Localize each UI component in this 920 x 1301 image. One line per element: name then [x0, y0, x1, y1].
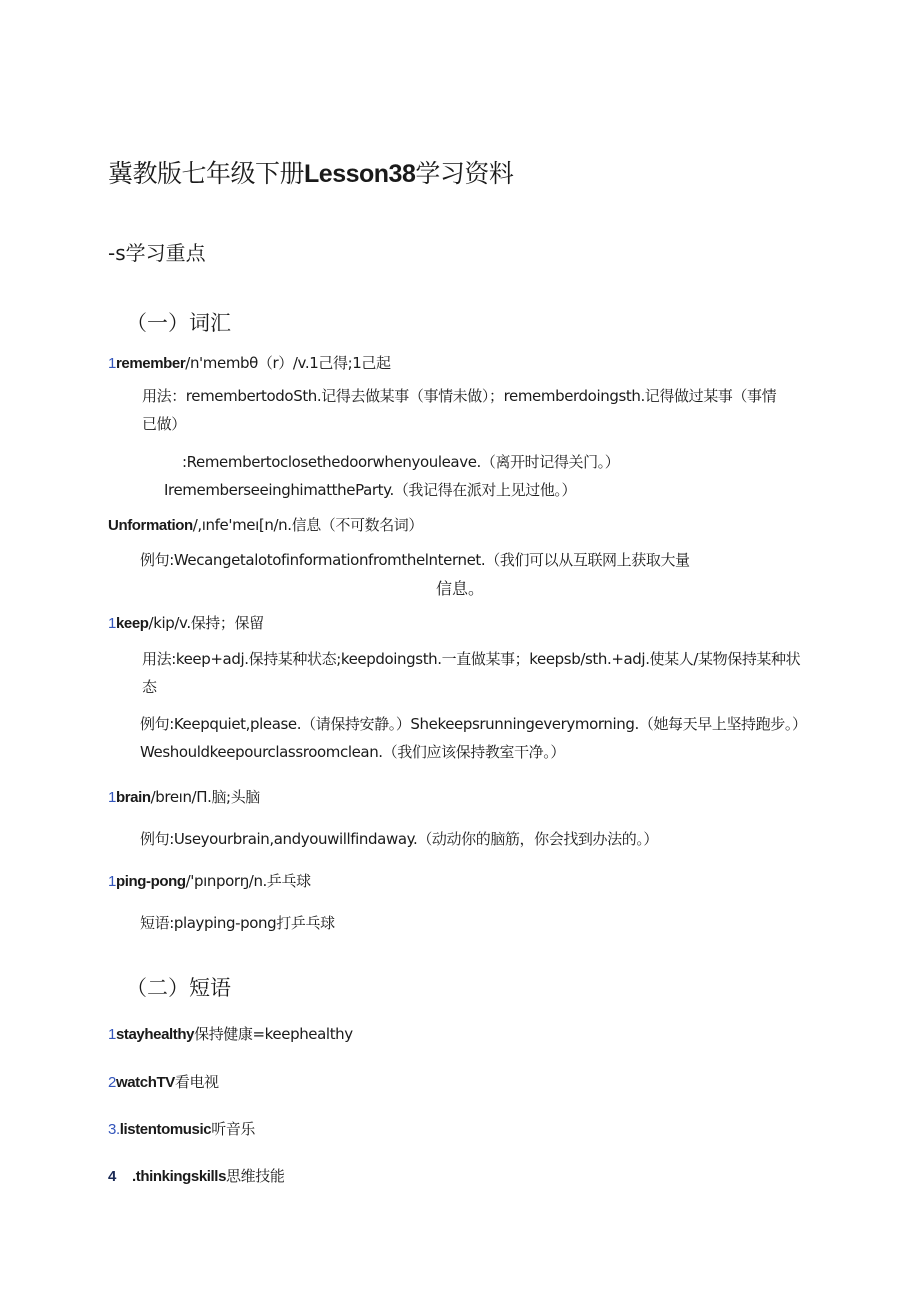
- item-definition: /kip/v.保持；保留: [148, 614, 264, 632]
- remember-usage-text: 用法：remembertodoSth.记得去做某事（事情未做）；rememberdoingsth.记得做过某事（事情已做）: [142, 387, 777, 433]
- item-word: ping-pong: [115, 873, 186, 890]
- phrase-meaning: 保持健康=keephealthy: [194, 1025, 353, 1043]
- item-number: 1: [108, 1026, 116, 1043]
- item-number: 3.: [108, 1121, 120, 1138]
- keep-example: [140, 710, 808, 766]
- remember-usage: [142, 382, 782, 438]
- vocab-item-information: [108, 514, 423, 535]
- item-number: 1: [108, 789, 116, 806]
- item-word: brain: [115, 789, 151, 806]
- keep-usage: [142, 645, 810, 701]
- phrases-heading: （二）短语: [126, 976, 231, 1000]
- keep-usage-text: 用法:keep+adj.保持某种状态;keepdoingsth.一直做某事；keepsb/sth.+adj.使某人/某物保持某种状态: [142, 650, 801, 696]
- phrase-meaning: 思维技能: [226, 1167, 285, 1185]
- brain-example: 例句:Useyourbrain,andyouwillfindaway.（动动你的脑筋，你会找到办法的。）: [140, 830, 659, 848]
- remember-example-1: :Remembertoclosethedoorwhenyouleave.（离开时记得关门。）: [182, 453, 620, 471]
- item-word: keep: [115, 615, 149, 632]
- information-example-cont: 信息。: [435, 579, 484, 598]
- item-number: 1: [108, 615, 116, 632]
- title-prefix: 冀教版七年级下册: [108, 159, 305, 188]
- item-definition: /'pınporŋ/n.乒乓球: [185, 872, 311, 890]
- item-word: remember: [115, 355, 186, 372]
- vocab-item-keep: [108, 612, 264, 633]
- item-number: 1: [108, 873, 116, 890]
- item-definition: /n'membθ（r）/v.1己得;1己起: [185, 354, 391, 372]
- phrase-text: watchTV: [115, 1074, 175, 1091]
- phrase-text: listentomusic: [119, 1121, 212, 1138]
- phrase-meaning: 听音乐: [211, 1120, 256, 1138]
- phrase-item: [108, 1023, 353, 1044]
- vocab-item-pingpong: [108, 870, 311, 891]
- phrase-meaning: 看电视: [174, 1073, 219, 1091]
- item-word: nformation: [118, 517, 193, 534]
- keep-example-text: 例句:Keepquiet,please.（请保持安静。）Shekeepsrunningeverymorning.（她每天早上坚持跑步。）Weshouldkeepourclassroomclean.（我们应该保持教室干净。）: [140, 715, 807, 761]
- item-number: 2: [108, 1074, 116, 1091]
- item-definition: /,ınfe'meı[n/n.信息（不可数名词）: [192, 516, 423, 534]
- title-suffix: 学习资料: [415, 159, 514, 188]
- page-title: [108, 154, 513, 190]
- item-number: 4: [108, 1168, 116, 1185]
- phrase-item: [108, 1118, 255, 1139]
- section-heading: -s学习重点: [108, 241, 206, 265]
- vocab-heading: （一）词汇: [126, 311, 231, 335]
- vocab-item-brain: [108, 786, 260, 807]
- item-number: U: [108, 517, 119, 534]
- phrase-item: [108, 1071, 219, 1092]
- title-lesson: Lesson38: [304, 160, 416, 188]
- vocab-item-remember: [108, 352, 391, 373]
- phrase-text: .thinkingskills: [132, 1168, 227, 1185]
- pingpong-phrase: 短语:playping-pong打乒乓球: [140, 914, 335, 932]
- phrase-text: stayhealthy: [115, 1026, 195, 1043]
- remember-example-2: IrememberseeinghimattheParty.（我记得在派对上见过他。）: [164, 481, 577, 499]
- item-definition: /breın/Π.脑;头脑: [150, 788, 260, 806]
- item-number: 1: [108, 355, 116, 372]
- phrase-item: [108, 1165, 284, 1186]
- information-example: 例句:Wecangetalotofinformationfromthelnternet.（我们可以从互联网上获取大量: [140, 551, 690, 569]
